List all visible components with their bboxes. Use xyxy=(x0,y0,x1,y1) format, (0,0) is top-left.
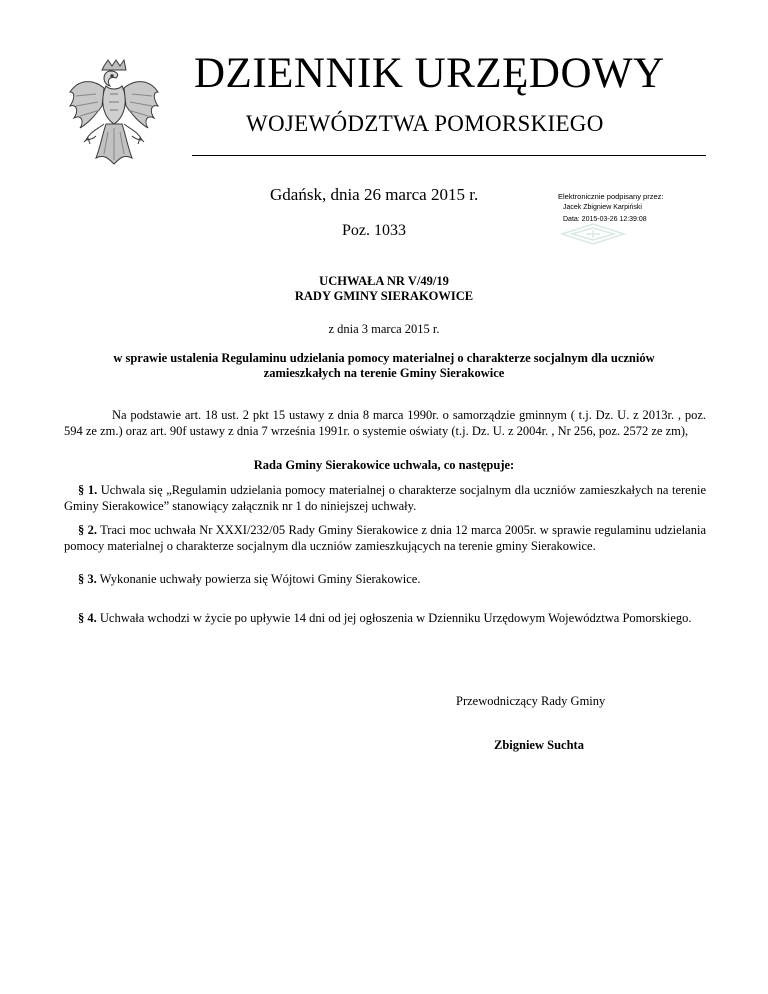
resolution-subject-line-1: w sprawie ustalenia Regulaminu udzielania pomocy materialnej o charakterze socjalnym dla uczniów xyxy=(113,351,655,365)
resolution-issuer: RADY GMINY SIERAKOWICE xyxy=(294,289,474,303)
masthead-subtitle: WOJEWÓDZTWA POMORSKIEGO xyxy=(246,111,604,136)
signature-date: Data: 2015-03-26 12:39:08 xyxy=(563,216,647,223)
paragraph-text: Wykonanie uchwały powierza się Wójtowi Gminy Sierakowice. xyxy=(96,572,421,586)
masthead-divider xyxy=(192,155,706,156)
paragraph-1 xyxy=(64,482,706,514)
electronic-signature-block xyxy=(558,192,708,248)
resolution-title xyxy=(0,274,768,304)
paragraph-text: Uchwała wchodzi w życie po upływie 14 dni od jej ogłoszenia w Dzienniku Urzędowym Województwa Pomorskiego. xyxy=(96,611,692,625)
polish-eagle-emblem-icon xyxy=(66,58,162,176)
paragraph-2 xyxy=(64,522,706,554)
council-resolves-heading: Rada Gminy Sierakowice uchwala, co następuje: xyxy=(253,458,515,472)
signoff-title: Przewodniczący Rady Gminy xyxy=(456,694,606,708)
publication-position: Poz. 1033 xyxy=(342,222,406,239)
signature-caption: Elektronicznie podpisany przez: xyxy=(558,192,664,201)
paragraph-label: § 4. xyxy=(78,611,97,625)
electronic-signature-stamp-icon xyxy=(560,222,626,246)
resolution-date: z dnia 3 marca 2015 r. xyxy=(328,322,440,336)
paragraph-text: Traci moc uchwała Nr XXXI/232/05 Rady Gminy Sierakowice z dnia 12 marca 2005r. w sprawie regulaminu udzielania pomocy materialnej o charakterze socjalnym dla uczniów zamieszkujących na terenie gminy Sierakowice. xyxy=(64,523,706,553)
resolution-number: UCHWAŁA NR V/49/19 xyxy=(319,274,449,288)
masthead-title: DZIENNIK URZĘDOWY xyxy=(194,50,665,97)
resolution-subject-line-2: zamieszkałych na terenie Gminy Sierakowice xyxy=(263,366,505,380)
signature-signer: Jacek Zbigniew Karpiński xyxy=(563,204,642,211)
publication-place-date: Gdańsk, dnia 26 marca 2015 r. xyxy=(270,185,479,204)
paragraph-label: § 3. xyxy=(78,572,97,586)
paragraph-text: Uchwala się „Regulamin udzielania pomocy materialnej o charakterze socjalnym dla uczniów zamieszkałych na terenie Gminy Sierakowice” stanowiący załącznik nr 1 do niniejszej uchwały. xyxy=(64,483,707,513)
paragraph-label: § 2. xyxy=(78,523,97,537)
paragraph-3 xyxy=(64,571,706,587)
signoff-name: Zbigniew Suchta xyxy=(494,738,584,752)
resolution-subject xyxy=(64,351,704,381)
paragraph-label: § 1. xyxy=(78,483,98,497)
paragraph-4 xyxy=(64,610,706,626)
legal-basis-paragraph: Na podstawie art. 18 ust. 2 pkt 15 ustawy z dnia 8 marca 1990r. o samorządzie gminnym ( t.j. Dz. U. z 2013r. , poz. 594 ze zm.) oraz art. 90f ustawy z dnia 7 września 1991r. o systemie oświaty (t.j. Dz. U. z 2004r. , Nr 256, poz. 2572 ze zm), xyxy=(64,408,706,438)
